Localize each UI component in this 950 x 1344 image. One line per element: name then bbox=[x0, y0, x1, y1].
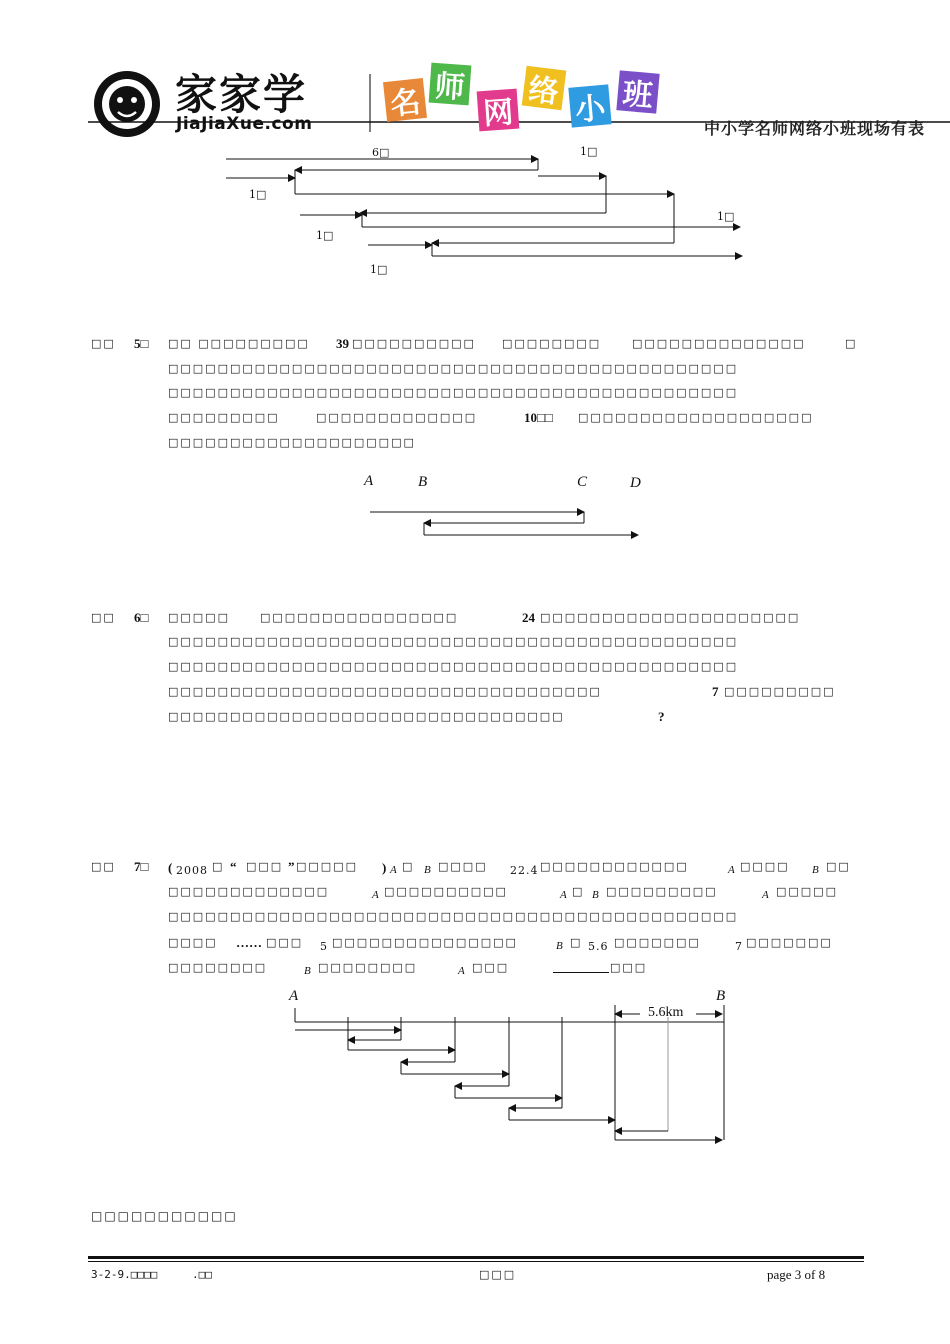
q7-l4-c: □□□ bbox=[266, 936, 304, 949]
q7-l4-e: □□□□□□□□□□□□□□□ bbox=[332, 936, 518, 949]
q7-fig-label-a: A bbox=[289, 988, 299, 1004]
footer-page-number: page 3 of 8 bbox=[767, 1267, 826, 1282]
q5-fig-label-d: D bbox=[630, 475, 641, 491]
q7-l1-a: ( bbox=[168, 860, 173, 875]
footer-filename-b: .□□ bbox=[192, 1268, 212, 1281]
q7-l5-a: □□□□□□□□ bbox=[168, 961, 268, 974]
q7-l1-q: B bbox=[812, 864, 819, 876]
q7-l5-c: □□□□□□□□ bbox=[318, 961, 418, 974]
q6-number: 6□ bbox=[134, 610, 149, 625]
tile-ming: 名 bbox=[383, 78, 427, 122]
q7-number: 7□ bbox=[134, 859, 149, 874]
footer-rule bbox=[88, 1256, 864, 1259]
brand-name-cn: 家家学 bbox=[175, 70, 308, 119]
q6-line1-b: □□□□□□□□□□□□□□□□ bbox=[260, 611, 459, 624]
q7-l5-f: □□□ bbox=[610, 961, 648, 974]
q6-line1-a: □□□□□ bbox=[168, 611, 230, 624]
q7-l2-g: □□□□□□□□□ bbox=[606, 885, 718, 898]
q7-l4-b: …… bbox=[236, 935, 262, 950]
q5-line3: □□□□□□□□□□□□□□□□□□□□□□□□□□□□□□□□□□□□□□□□□□□□□□ bbox=[168, 386, 739, 399]
q7-l4-a: □□□□ bbox=[168, 936, 218, 949]
fig1-label-6: 6□ bbox=[372, 146, 390, 159]
q5-line1-f: □ bbox=[845, 337, 858, 350]
q7-l2-d: A bbox=[560, 889, 567, 901]
q6-prefix: □□ bbox=[91, 611, 116, 624]
q5-line1-a: □□ □□□□□□□□□ bbox=[168, 337, 310, 350]
q6-line5-b: ? bbox=[658, 709, 665, 724]
q7-l2-b: A bbox=[372, 889, 379, 901]
q7-l1-e: □□□ bbox=[246, 860, 284, 873]
q7-l5-e: □□□ bbox=[472, 961, 510, 974]
q5-number: 5□ bbox=[134, 336, 149, 351]
q7-l1-j: □ bbox=[402, 860, 415, 873]
tile-xiao: 小 bbox=[568, 84, 611, 127]
q7-l1-i: A bbox=[390, 864, 397, 876]
q5-line1-e: □□□□□□□□□□□□□□ bbox=[632, 337, 806, 350]
q6-line3: □□□□□□□□□□□□□□□□□□□□□□□□□□□□□□□□□□□□□□□□□□□□□□ bbox=[168, 660, 739, 673]
q6-line4-a: □□□□□□□□□□□□□□□□□□□□□□□□□□□□□□□□□□□ bbox=[168, 685, 602, 698]
q5-prefix: □□ bbox=[91, 337, 116, 350]
brand-name-en: JiaJiaXue.com bbox=[176, 114, 313, 134]
q7-l1-m: 22.4 bbox=[510, 864, 539, 877]
q6-line2: □□□□□□□□□□□□□□□□□□□□□□□□□□□□□□□□□□□□□□□□□□□□□□ bbox=[168, 635, 739, 648]
fig1-label-1b: 1□ bbox=[249, 188, 267, 201]
q5-fig-label-c: C bbox=[577, 474, 588, 490]
q5-line5: □□□□□□□□□□□□□□□□□□□□ bbox=[168, 436, 416, 449]
tile-luo: 络 bbox=[522, 66, 567, 111]
q7-l5-b: B bbox=[304, 965, 311, 977]
q5-line4-c: 10□□ bbox=[524, 410, 553, 425]
tile-wang: 网 bbox=[477, 89, 520, 132]
q7-l4-d: 5 bbox=[320, 940, 327, 953]
q7-l4-i: □□□□□□□ bbox=[614, 936, 701, 949]
q7-l1-l: □□□□ bbox=[438, 860, 488, 873]
q6-line4-b: 7 bbox=[712, 684, 719, 699]
q7-l3: □□□□□□□□□□□□□□□□□□□□□□□□□□□□□□□□□□□□□□□□□□□□□□ bbox=[168, 910, 739, 923]
q5-fig-label-a: A bbox=[364, 473, 374, 489]
fig1-label-1c: 1□ bbox=[717, 210, 735, 223]
fig1-label-1a: 1□ bbox=[580, 145, 598, 158]
q5-line1-b: 39 bbox=[336, 336, 349, 351]
q7-l1-k: B bbox=[424, 864, 431, 876]
fig1-label-1e: 1□ bbox=[370, 263, 388, 276]
q7-l2-a: □□□□□□□□□□□□□ bbox=[168, 885, 330, 898]
header-tagline: 中小学名师网络小班现场有表 bbox=[704, 119, 926, 138]
tile-shi: 师 bbox=[429, 63, 472, 106]
q7-fig-distance: 5.6km bbox=[648, 1005, 684, 1020]
footer-center: □□□ bbox=[479, 1268, 517, 1281]
q5-line1-d: □□□□□□□□ bbox=[502, 337, 602, 350]
footer-filename-a: 3-2-9.□□□□ bbox=[91, 1268, 158, 1281]
q7-l1-o: A bbox=[728, 864, 735, 876]
q5-line4-b: □□□□□□□□□□□□□ bbox=[316, 411, 478, 424]
q6-line4-c: □□□□□□□□□ bbox=[724, 685, 836, 698]
q5-line2: □□□□□□□□□□□□□□□□□□□□□□□□□□□□□□□□□□□□□□□□□□□□□□ bbox=[168, 362, 739, 375]
q7-l1-d: “ bbox=[230, 859, 237, 874]
q7-l1-h: ) bbox=[382, 860, 387, 875]
q7-l4-k: □□□□□□□ bbox=[746, 936, 833, 949]
q7-l4-g: □ bbox=[570, 936, 583, 949]
q7-fig-label-b: B bbox=[716, 988, 726, 1004]
q7-l2-h: A bbox=[762, 889, 769, 901]
q7-l1-n: □□□□□□□□□□□□ bbox=[540, 860, 689, 873]
q6-line1-c: 24 bbox=[522, 610, 535, 625]
q5-line1-c: □□□□□□□□□□ bbox=[352, 337, 476, 350]
q7-l1-f: ” bbox=[288, 859, 295, 874]
section-footer-text: □□□□□□□□□□□ bbox=[91, 1209, 238, 1223]
footer-rule-thin bbox=[88, 1261, 864, 1262]
q7-l2-c: □□□□□□□□□□ bbox=[384, 885, 508, 898]
q5-line4-d: □□□□□□□□□□□□□□□□□□□ bbox=[578, 411, 814, 424]
q7-l1-b: 2008 bbox=[176, 864, 208, 877]
q5-line4-a: □□□□□□□□□ bbox=[168, 411, 280, 424]
fig1-label-1d: 1□ bbox=[316, 229, 334, 242]
q7-l1-g: □□□□□ bbox=[296, 860, 358, 873]
q6-line5-a: □□□□□□□□□□□□□□□□□□□□□□□□□□□□□□□□ bbox=[168, 710, 565, 723]
q7-l4-f: B bbox=[556, 940, 563, 952]
q7-l2-i: □□□□□ bbox=[776, 885, 838, 898]
q6-line1-d: □□□□□□□□□□□□□□□□□□□□□ bbox=[540, 611, 801, 624]
q7-l1-p: □□□□ bbox=[740, 860, 790, 873]
q7-l4-h: 5.6 bbox=[588, 940, 609, 953]
q7-l1-c: □ bbox=[212, 860, 225, 873]
q7-l2-e: □ bbox=[572, 885, 585, 898]
q7-l2-f: B bbox=[592, 889, 599, 901]
q5-fig-label-b: B bbox=[418, 474, 428, 490]
q7-l5-d: A bbox=[458, 965, 465, 977]
q7-l1-r: □□ bbox=[826, 860, 851, 873]
q7-l4-j: 7 bbox=[735, 940, 742, 953]
tile-ban: 班 bbox=[616, 70, 659, 113]
q7-prefix: □□ bbox=[91, 860, 116, 873]
